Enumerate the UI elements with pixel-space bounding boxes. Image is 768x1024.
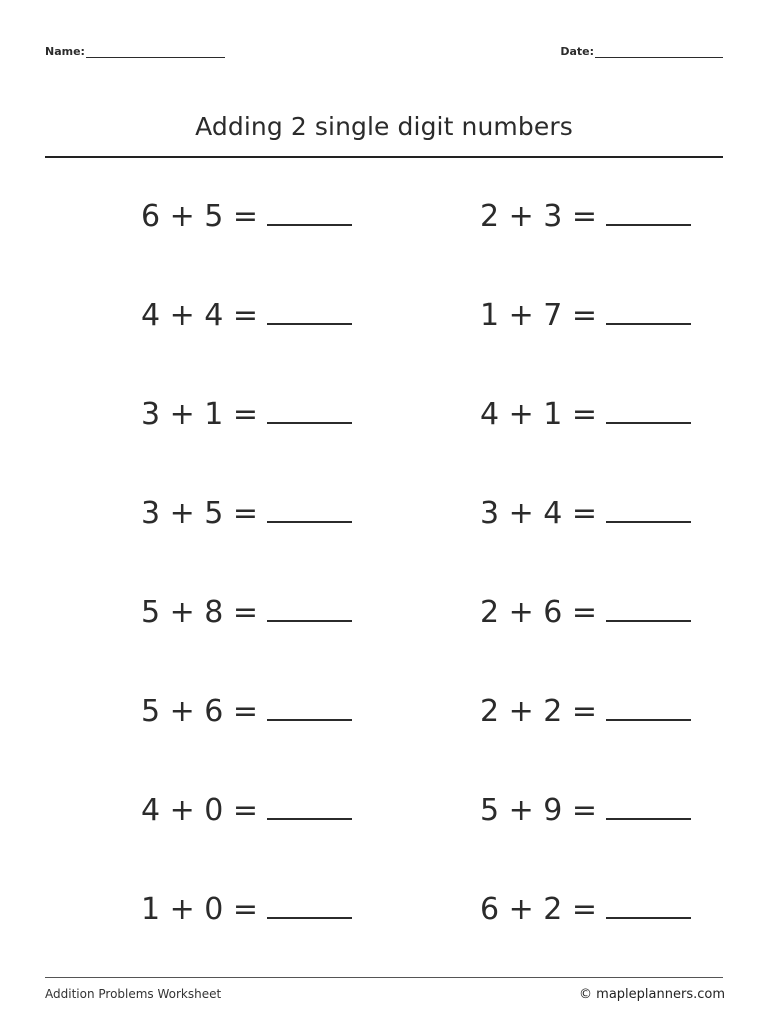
- problem-left: [141, 786, 352, 836]
- problem-left: [141, 687, 352, 737]
- date-field[interactable]: [560, 45, 723, 58]
- problem-equation: 1 + 0 =: [141, 892, 259, 927]
- problem-equation: 6 + 2 =: [480, 892, 598, 927]
- problem-equation: 6 + 5 =: [141, 199, 259, 234]
- problem-equation: 5 + 9 =: [480, 793, 598, 828]
- problem-equation: 3 + 5 =: [141, 496, 259, 531]
- answer-blank[interactable]: [606, 499, 691, 523]
- problem-left: [141, 192, 352, 242]
- date-label: Date:: [560, 45, 594, 58]
- problem-equation: 4 + 4 =: [141, 298, 259, 333]
- answer-blank[interactable]: [606, 796, 691, 820]
- name-label: Name:: [45, 45, 85, 58]
- problem-equation: 5 + 6 =: [141, 694, 259, 729]
- problem-right: [480, 489, 691, 539]
- problem-right: [480, 687, 691, 737]
- problem-left: [141, 390, 352, 440]
- problem-right: [480, 786, 691, 836]
- problem-right: [480, 192, 691, 242]
- answer-blank[interactable]: [267, 598, 352, 622]
- name-blank-line[interactable]: [86, 45, 225, 58]
- answer-blank[interactable]: [267, 697, 352, 721]
- answer-blank[interactable]: [606, 202, 691, 226]
- problem-right: [480, 291, 691, 341]
- problem-equation: 1 + 7 =: [480, 298, 598, 333]
- problem-right: [480, 885, 691, 935]
- answer-blank[interactable]: [267, 499, 352, 523]
- answer-blank[interactable]: [267, 400, 352, 424]
- answer-blank[interactable]: [606, 895, 691, 919]
- problem-equation: 4 + 1 =: [480, 397, 598, 432]
- answer-blank[interactable]: [606, 400, 691, 424]
- problem-right: [480, 390, 691, 440]
- problem-equation: 2 + 3 =: [480, 199, 598, 234]
- problem-right: [480, 588, 691, 638]
- problem-equation: 3 + 4 =: [480, 496, 598, 531]
- answer-blank[interactable]: [606, 301, 691, 325]
- problem-left: [141, 588, 352, 638]
- problem-left: [141, 885, 352, 935]
- answer-blank[interactable]: [267, 895, 352, 919]
- footer-divider: [45, 977, 723, 978]
- footer-copyright: © mapleplanners.com: [579, 987, 725, 1002]
- worksheet-header: [45, 45, 723, 63]
- problem-equation: 2 + 2 =: [480, 694, 598, 729]
- page-title: Adding 2 single digit numbers: [195, 112, 573, 141]
- name-field[interactable]: [45, 45, 225, 58]
- title-divider: [45, 156, 723, 158]
- answer-blank[interactable]: [267, 202, 352, 226]
- problem-equation: 4 + 0 =: [141, 793, 259, 828]
- answer-blank[interactable]: [267, 301, 352, 325]
- problem-left: [141, 291, 352, 341]
- footer-worksheet-label: Addition Problems Worksheet: [45, 987, 222, 1001]
- problem-equation: 3 + 1 =: [141, 397, 259, 432]
- answer-blank[interactable]: [606, 697, 691, 721]
- answer-blank[interactable]: [606, 598, 691, 622]
- date-blank-line[interactable]: [595, 45, 723, 58]
- answer-blank[interactable]: [267, 796, 352, 820]
- problem-equation: 5 + 8 =: [141, 595, 259, 630]
- problem-equation: 2 + 6 =: [480, 595, 598, 630]
- problem-left: [141, 489, 352, 539]
